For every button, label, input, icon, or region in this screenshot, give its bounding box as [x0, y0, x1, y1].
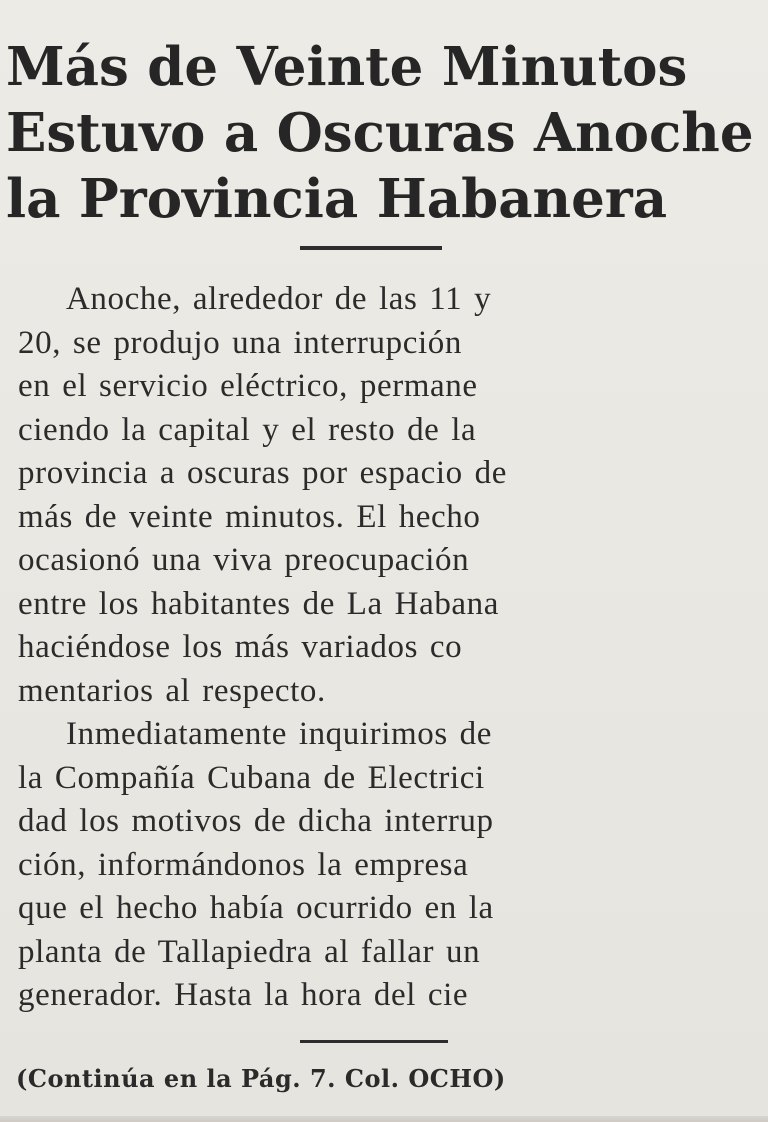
body-line: mentarios al respecto. — [18, 672, 326, 709]
body-line: ocasionó una viva preocupación — [18, 542, 470, 578]
body-line: 20, se produjo una interrupción — [18, 324, 462, 361]
article-body — [18, 278, 738, 1018]
headline-line-2: Estuvo a Oscuras Anoche — [6, 102, 754, 164]
headline-divider — [300, 246, 442, 250]
body-line: la Compañía Cubana de Electrici — [18, 759, 485, 796]
body-line: generador. Hasta la hora del cie — [18, 977, 469, 1013]
body-line: Inmediatamente inquirimos de — [66, 716, 493, 752]
body-line: ción, informándonos la empresa — [18, 846, 469, 883]
continuation-note: (Continúa en la Pág. 7. Col. OCHO) — [16, 1064, 506, 1093]
body-line: haciéndose los más variados co — [18, 629, 463, 665]
continuation-divider — [300, 1040, 448, 1043]
body-line: provincia a oscuras por espacio de — [18, 455, 507, 491]
body-line: entre los habitantes de La Habana — [18, 585, 500, 622]
headline-line-3: la Provincia Habanera — [6, 168, 668, 230]
body-line: Anoche, alrededor de las 11 y — [66, 281, 492, 317]
body-line: planta de Tallapiedra al fallar un — [18, 933, 481, 970]
body-line: más de veinte minutos. El hecho — [18, 498, 481, 535]
body-line: que el hecho había ocurrido en la — [18, 890, 494, 926]
body-line: en el servicio eléctrico, permane — [18, 368, 478, 404]
clipping-bottom-edge — [0, 1116, 768, 1122]
headline-line-1: Más de Veinte Minutos — [6, 36, 688, 98]
body-line: dad los motivos de dicha interrup — [18, 803, 494, 839]
body-line: ciendo la capital y el resto de la — [18, 411, 477, 448]
headline — [6, 34, 756, 232]
